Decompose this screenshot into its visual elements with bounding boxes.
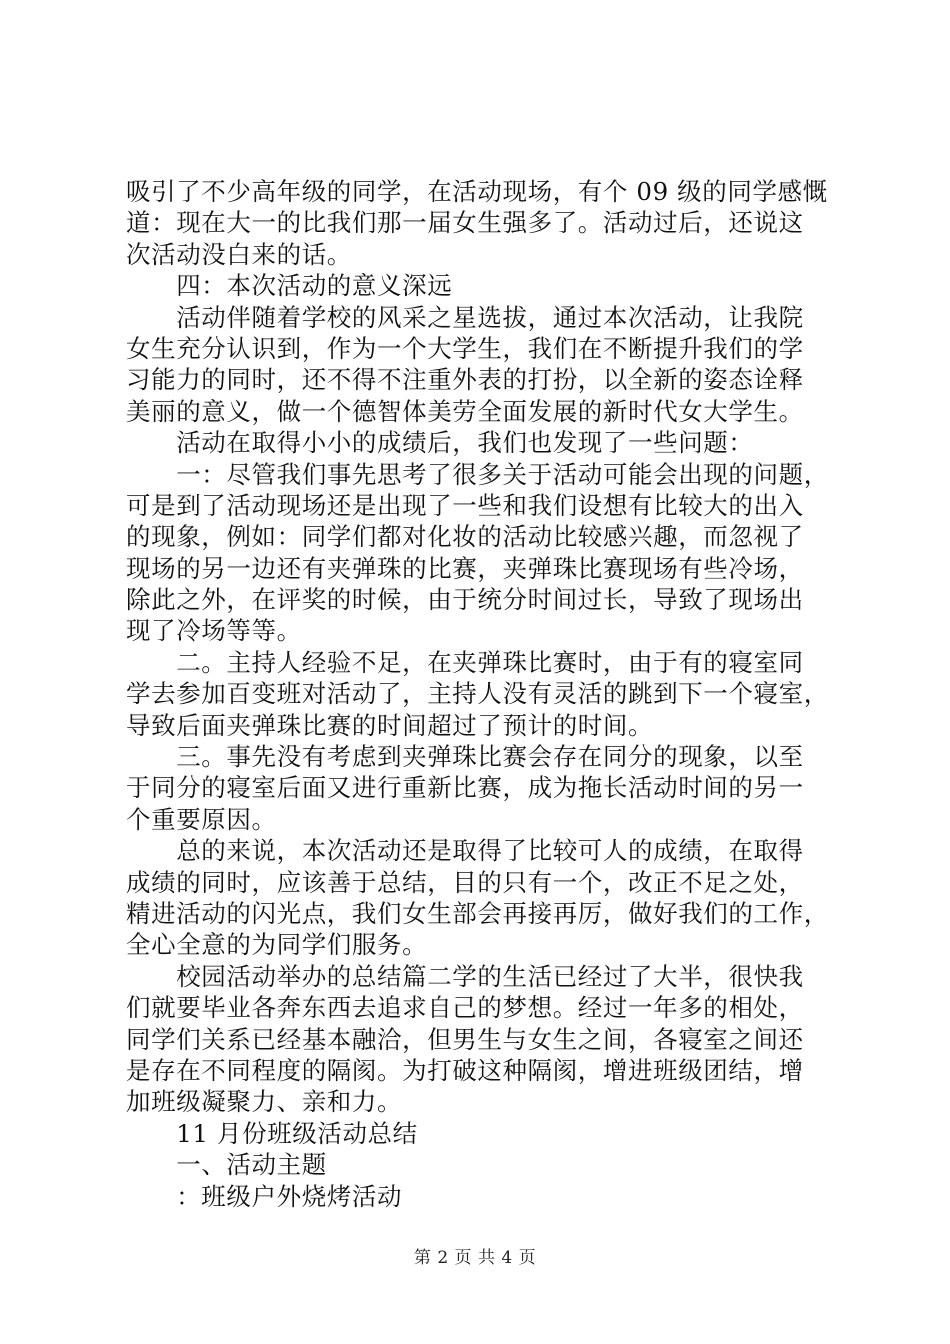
text-line: 加班级凝聚力、亲和力。: [126, 1087, 403, 1117]
text-line: 活动在取得小小的成绩后，我们也发现了一些问题：: [126, 428, 754, 458]
text-line: 美丽的意义，做一个德智体美劳全面发展的新时代女大学生。: [126, 396, 804, 426]
text-line: 11 月份班级活动总结: [126, 1118, 418, 1148]
text-line: 成绩的同时，应该善于总结，目的只有一个，改正不足之处，: [126, 867, 804, 897]
text-line: 道：现在大一的比我们那一届女生强多了。活动过后，还说这: [126, 208, 804, 238]
text-line: 除此之外，在评奖的时候，由于统分时间过长，导致了现场出: [126, 585, 804, 615]
text-line: 的现象，例如：同学们都对化妆的活动比较感兴趣，而忽视了: [126, 522, 804, 552]
text-line: 校园活动举办的总结篇二学的生活已经过了大半，很快我: [126, 961, 804, 991]
text-line: 二。主持人经验不足，在夹弹珠比赛时，由于有的寝室同: [126, 647, 804, 677]
text-line: 精进活动的闪光点，我们女生部会再接再厉，做好我们的工作，: [126, 898, 829, 928]
text-line: 总的来说，本次活动还是取得了比较可人的成绩，在取得: [126, 836, 804, 866]
text-line: 学去参加百变班对活动了，主持人没有灵活的跳到下一个寝室，: [126, 679, 829, 709]
text-line: 女生充分认识到，作为一个大学生，我们在不断提升我们的学: [126, 333, 804, 363]
text-line: 一：尽管我们事先思考了很多关于活动可能会出现的问题，: [126, 459, 829, 489]
text-line: 活动伴随着学校的风采之星选拔，通过本次活动，让我院: [126, 302, 804, 332]
document-body: [126, 176, 832, 1212]
text-line: 个重要原因。: [126, 804, 277, 834]
page-footer: 第 2 页 共 4 页: [413, 1248, 537, 1268]
text-line: 现场的另一边还有夹弹珠的比赛，夹弹珠比赛现场有些冷场，: [126, 553, 804, 583]
text-line: 们就要毕业各奔东西去追求自己的梦想。经过一年多的相处，: [126, 993, 804, 1023]
text-line: 次活动没白来的话。: [126, 239, 352, 269]
text-line: 四：本次活动的意义深远: [126, 271, 453, 301]
text-line: 导致后面夹弹珠比赛的时间超过了预计的时间。: [126, 710, 654, 740]
text-line: 一、活动主题: [126, 1150, 327, 1180]
text-line: 可是到了活动现场还是出现了一些和我们设想有比较大的出入: [126, 490, 804, 520]
text-line: 吸引了不少高年级的同学，在活动现场，有个 09 级的同学感慨: [126, 177, 828, 206]
text-line: 于同分的寝室后面又进行重新比赛，成为拖长活动时间的另一: [126, 773, 804, 803]
text-line: 是存在不同程度的隔阂。为打破这种隔阂，增进班级团结，增: [126, 1055, 804, 1085]
text-line: ：班级户外烧烤活动: [126, 1181, 403, 1211]
text-line: 全心全意的为同学们服务。: [126, 930, 428, 960]
text-line: 同学们关系已经基本融洽，但男生与女生之间，各寝室之间还: [126, 1024, 804, 1054]
text-line: 现了冷场等等。: [126, 616, 302, 646]
text-line: 三。事先没有考虑到夹弹珠比赛会存在同分的现象，以至: [126, 742, 804, 772]
text-line: 习能力的同时，还不得不注重外表的打扮，以全新的姿态诠释: [126, 365, 804, 395]
